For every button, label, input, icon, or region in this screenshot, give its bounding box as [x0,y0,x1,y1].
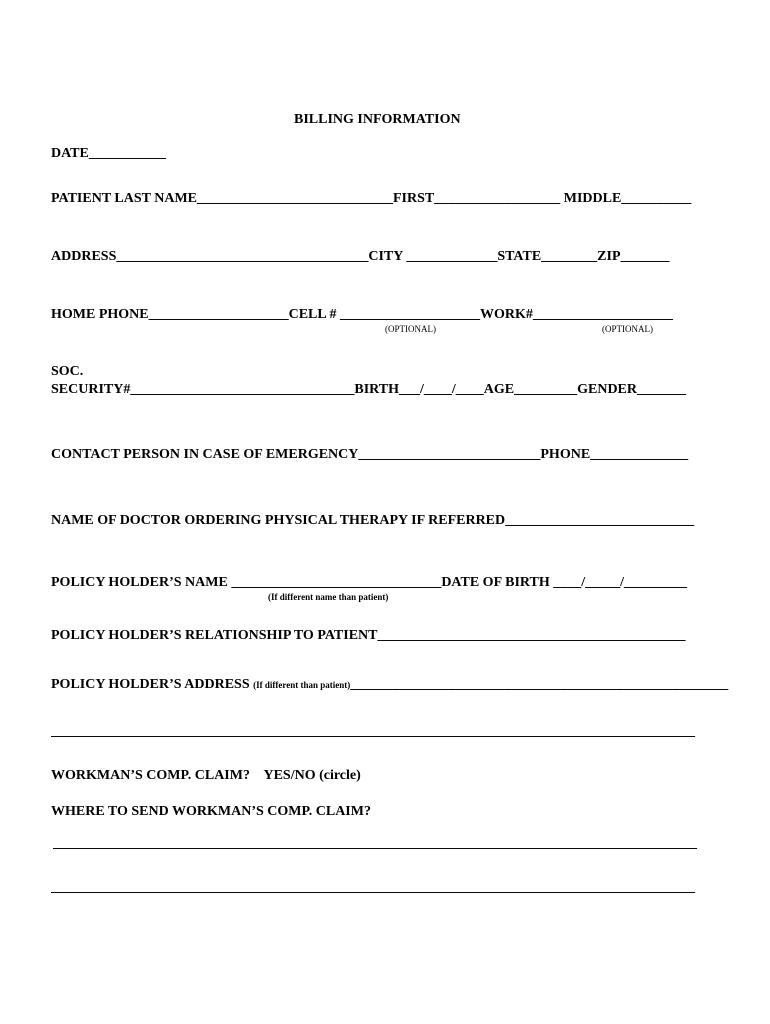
phone-field[interactable]: HOME PHONE____________________CELL # ____________________WORK#____________________ [51,307,673,322]
blank-line[interactable]: ____________________________________________________________________________________________ [51,880,695,895]
workman-comp-question: WORKMAN’S COMP. CLAIM? YES/NO (circle) [51,768,361,783]
page-title: BILLING INFORMATION [294,112,461,127]
emergency-contact-field[interactable]: CONTACT PERSON IN CASE OF EMERGENCY__________________________PHONE______________ [51,447,689,462]
blank-line[interactable]: ____________________________________________________________________________________________ [53,836,697,851]
policy-holder-name-note: (If different name than patient) [268,592,389,602]
workman-comp-send-label: WHERE TO SEND WORKMAN’S COMP. CLAIM? [51,804,371,819]
policy-holder-address-blank[interactable]: ______________________________________________________ [350,677,729,692]
work-optional-note: (OPTIONAL) [602,324,653,334]
address-field[interactable]: ADDRESS____________________________________CITY _____________STATE________ZIP_______ [51,249,670,264]
cell-optional-note: (OPTIONAL) [385,324,436,334]
blank-line[interactable]: ____________________________________________________________________________________________ [51,724,695,739]
doctor-field[interactable]: NAME OF DOCTOR ORDERING PHYSICAL THERAPY IF REFERRED___________________________ [51,513,695,528]
security-birth-field[interactable]: SECURITY#________________________________BIRTH___/____/____AGE_________GENDER_______ [51,382,686,397]
policy-holder-address-field[interactable] [51,677,751,693]
soc-label: SOC. [51,364,84,379]
date-field[interactable]: DATE___________ [51,146,166,161]
policy-holder-address-note: (If different than patient) [253,680,351,690]
policy-holder-address-label: POLICY HOLDER’S ADDRESS [51,677,254,692]
policy-holder-relationship-field[interactable]: POLICY HOLDER’S RELATIONSHIP TO PATIENT____________________________________________ [51,628,686,643]
policy-holder-name-field[interactable]: POLICY HOLDER’S NAME ______________________________DATE OF BIRTH ____/_____/_________ [51,575,688,590]
patient-name-field[interactable]: PATIENT LAST NAME____________________________FIRST__________________ MIDDLE__________ [51,191,692,206]
